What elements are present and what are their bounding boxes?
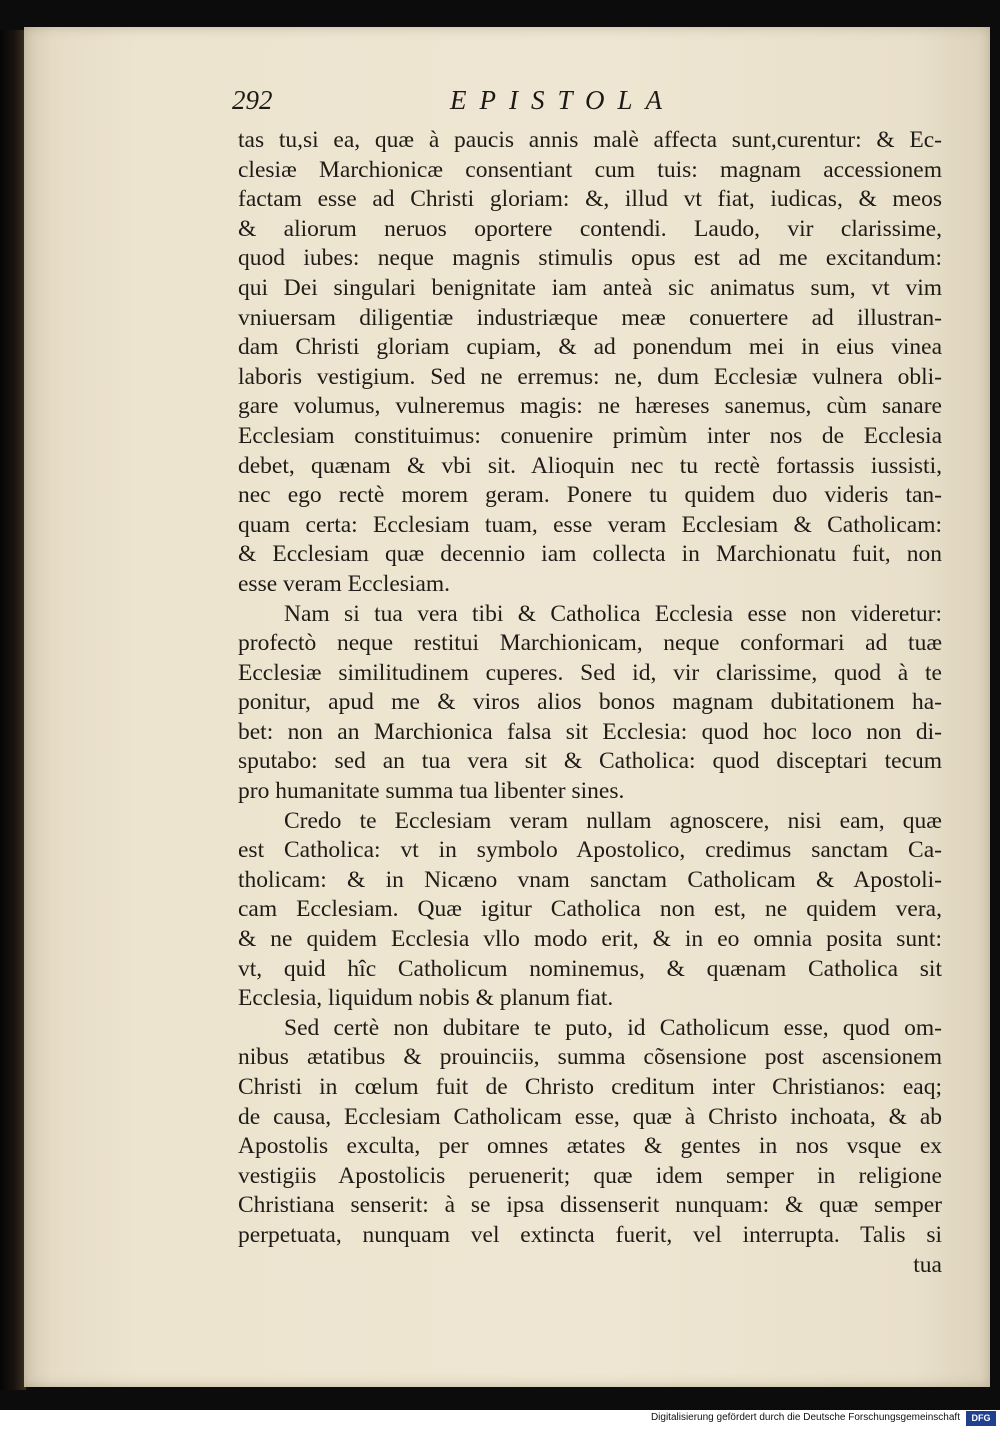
text-line: nec ego rectè morem geram. Ponere tu quidem duo videris tan- bbox=[238, 482, 942, 509]
text-line: pro humanitate summa tua libenter sines. bbox=[238, 778, 625, 805]
page-header bbox=[232, 85, 944, 125]
text-line: tholicam: & in Nicæno vnam sanctam Catholicam & Apostoli- bbox=[238, 866, 942, 893]
text-line: sputabo: sed an tua vera sit & Catholica: quod disceptari tecum bbox=[238, 748, 942, 775]
text-line: Ecclesiam constituimus: conuenire primùm inter nos de Ecclesia bbox=[238, 422, 942, 449]
text-line: Ecclesiæ similitudinem cuperes. Sed id, vir clarissime, quod à te bbox=[238, 659, 942, 686]
text-line: Christi in cœlum fuit de Christo creditum inter Christianos: eaq; bbox=[238, 1074, 942, 1100]
digitization-credit: Digitalisierung gefördert durch die Deutsche Forschungsgemeinschaft bbox=[650, 1412, 960, 1423]
text-line: nibus ætatibus & prouinciis, summa cõsensione post ascensionem bbox=[238, 1044, 942, 1071]
binding-shadow bbox=[0, 30, 26, 1390]
text-line: gare volumus, vulneremus magis: ne hæreses sanemus, cùm sanare bbox=[238, 393, 942, 420]
paragraph-start-line: Credo te Ecclesiam veram nullam agnoscere, nisi eam, quæ bbox=[284, 807, 942, 834]
text-line: vestigiis Apostolicis peruenerit; quæ idem semper in religione bbox=[238, 1162, 942, 1189]
text-line: cam Ecclesiam. Quæ igitur Catholica non est, ne quidem vera, bbox=[238, 896, 942, 923]
text-line: laboris vestigium. Sed ne erremus: ne, dum Ecclesiæ vulnera obli- bbox=[238, 363, 942, 390]
text-block bbox=[238, 126, 942, 1280]
catchword: tua bbox=[913, 1251, 942, 1278]
text-line: est Catholica: vt in symbolo Apostolico, credimus sanctam Ca- bbox=[238, 837, 942, 864]
paragraph-start-line: Sed certè non dubitare te puto, id Catholicum esse, quod om- bbox=[284, 1014, 942, 1041]
text-line: Apostolis exculta, per omnes ætates & gentes in nos vsque ex bbox=[238, 1133, 942, 1160]
text-line: clesiæ Marchionicæ consentiant cum tuis: magnam accessionem bbox=[238, 156, 942, 183]
text-line: & ne quidem Ecclesia vllo modo erit, & in eo omnia posita sunt: bbox=[238, 926, 942, 953]
text-line: tas tu,si ea, quæ à paucis annis malè affecta sunt,curentur: & Ec- bbox=[238, 127, 942, 153]
dfg-logo: DFG bbox=[966, 1411, 996, 1426]
text-line: profectò neque restitui Marchionicam, neque conformari ad tuæ bbox=[238, 630, 942, 657]
text-line: qui Dei singulari benignitate iam anteà sic animatus sum, vt vim bbox=[238, 274, 942, 301]
text-line: de causa, Ecclesiam Catholicam esse, quæ à Christo inchoata, & ab bbox=[238, 1103, 942, 1130]
page-number: 292 bbox=[232, 85, 273, 115]
text-line: vniuersam diligentiæ industriæque meæ conuertere ad illustran- bbox=[238, 304, 942, 331]
text-line: bet: non an Marchionica falsa sit Ecclesia: quod hoc loco non di- bbox=[238, 718, 942, 745]
text-line: ponitur, apud me & viros alios bonos magnam dubitationem ha- bbox=[238, 689, 942, 716]
text-line: & aliorum neruos oportere contendi. Laudo, vir clarissime, bbox=[238, 215, 942, 242]
text-line: Ecclesia, liquidum nobis & planum fiat. bbox=[238, 985, 614, 1012]
text-line: perpetuata, nunquam vel extincta fuerit, vel interrupta. Talis si bbox=[238, 1221, 942, 1248]
running-head: EPISTOLA bbox=[450, 85, 676, 115]
text-line: quod iubes: neque magnis stimulis opus est ad me excitandum: bbox=[238, 245, 942, 272]
text-line: Christiana senserit: à se ipsa dissenserit nunquam: & quæ semper bbox=[238, 1192, 942, 1219]
text-line: dam Christi gloriam cupiam, & ad ponendum mei in eius vinea bbox=[238, 334, 942, 361]
text-line: quam certa: Ecclesiam tuam, esse veram Ecclesiam & Catholicam: bbox=[238, 511, 942, 538]
paragraph-start-line: Nam si tua vera tibi & Catholica Ecclesia esse non videretur: bbox=[284, 600, 942, 627]
text-line: vt, quid hîc Catholicum nominemus, & quænam Catholica sit bbox=[238, 955, 942, 982]
text-line: debet, quænam & vbi sit. Alioquin nec tu rectè fortassis iussisti, bbox=[238, 452, 942, 479]
text-line: factam esse ad Christi gloriam: &, illud vt fiat, iudicas, & meos bbox=[238, 186, 942, 213]
text-line: esse veram Ecclesiam. bbox=[238, 570, 451, 597]
text-line: & Ecclesiam quæ decennio iam collecta in Marchionatu fuit, non bbox=[238, 541, 942, 568]
